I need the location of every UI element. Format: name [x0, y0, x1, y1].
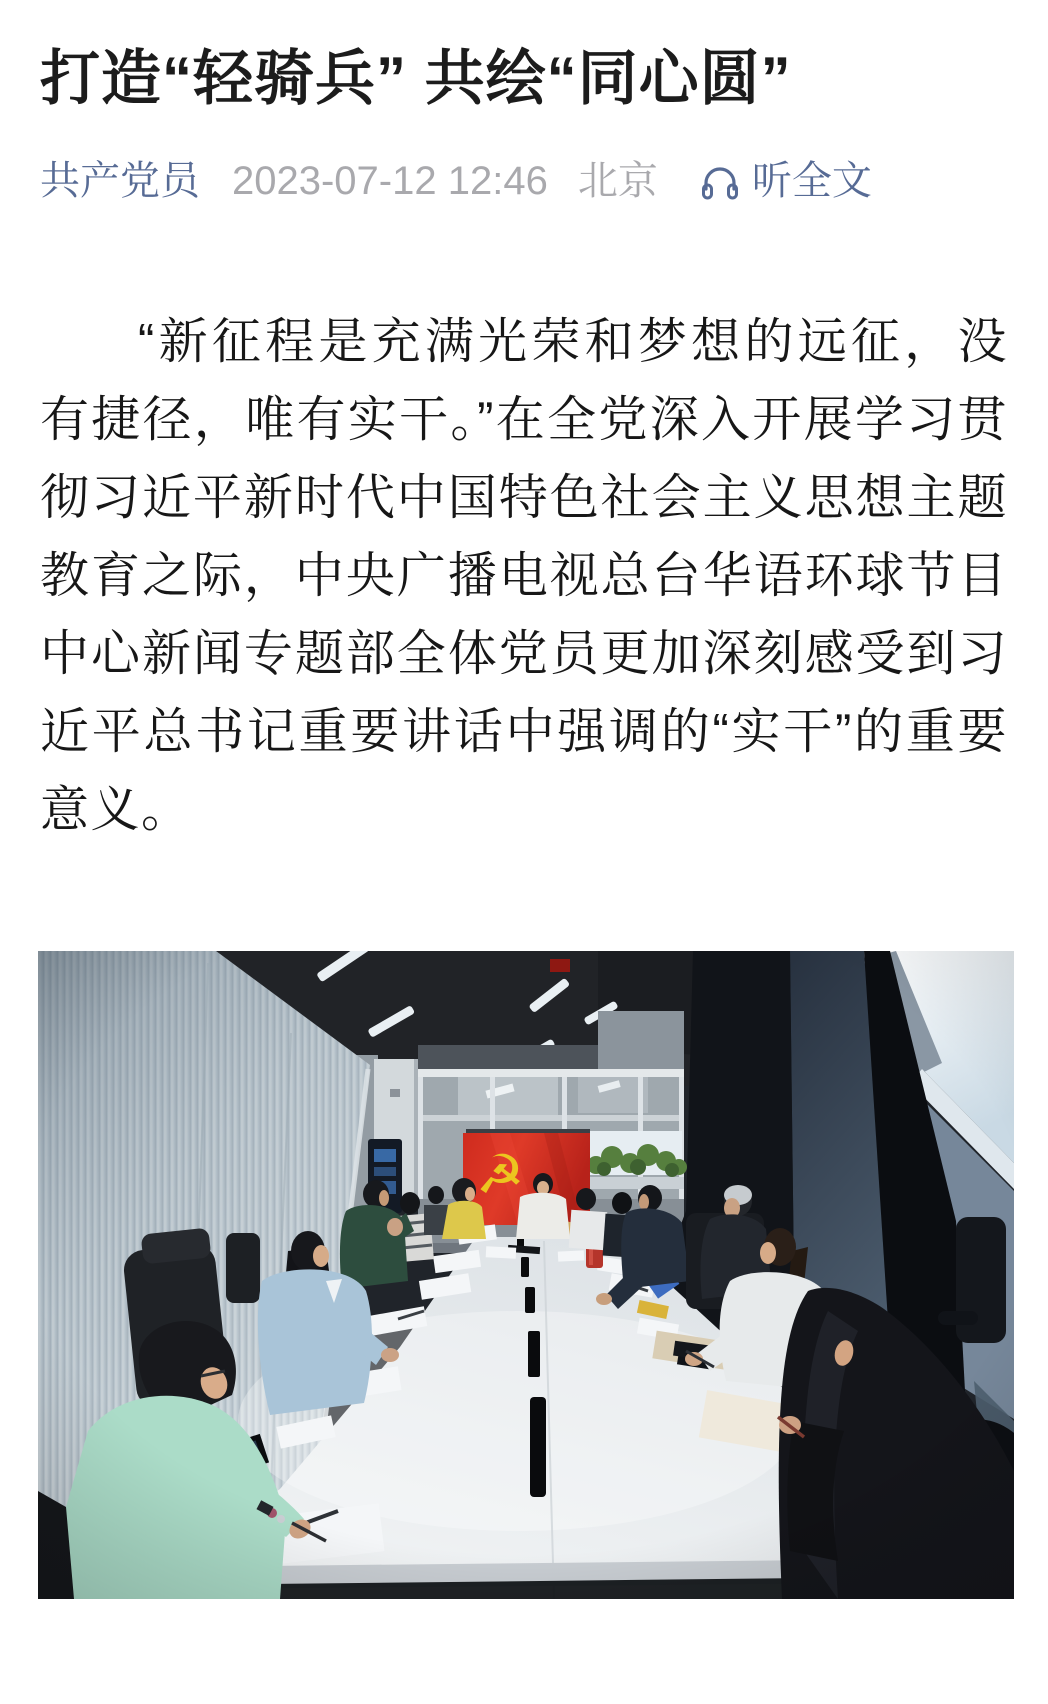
photo-vignette — [38, 951, 1014, 1599]
headphones-icon — [698, 159, 742, 203]
article-page — [0, 44, 1048, 1599]
article-title: 打造“轻骑兵” 共绘“同心圆” — [40, 45, 792, 112]
publish-location: 北京 — [577, 159, 658, 203]
article-photo[interactable] — [38, 951, 1014, 1599]
article-meta-row — [40, 159, 1008, 203]
publish-datetime: 2023-07-12 12:46 — [232, 159, 548, 203]
meeting-photo-svg — [38, 951, 1014, 1599]
listen-label: 听全文 — [751, 159, 872, 203]
listen-full-text-button[interactable] — [698, 159, 872, 203]
account-link[interactable]: 共产党员 — [40, 159, 200, 203]
article-body-paragraph: “新征程是充满光荣和梦想的远征，没有捷径，唯有实干。”在全党深入开展学习贯彻习近平新时代中国特色社会主义思想主题教育之际，中央广播电视总台华语环球节目中心新闻专题部全体党员更加深刻感受到习近平总书记重要讲话中强调的“实干”的重要意义。 — [40, 315, 1008, 837]
